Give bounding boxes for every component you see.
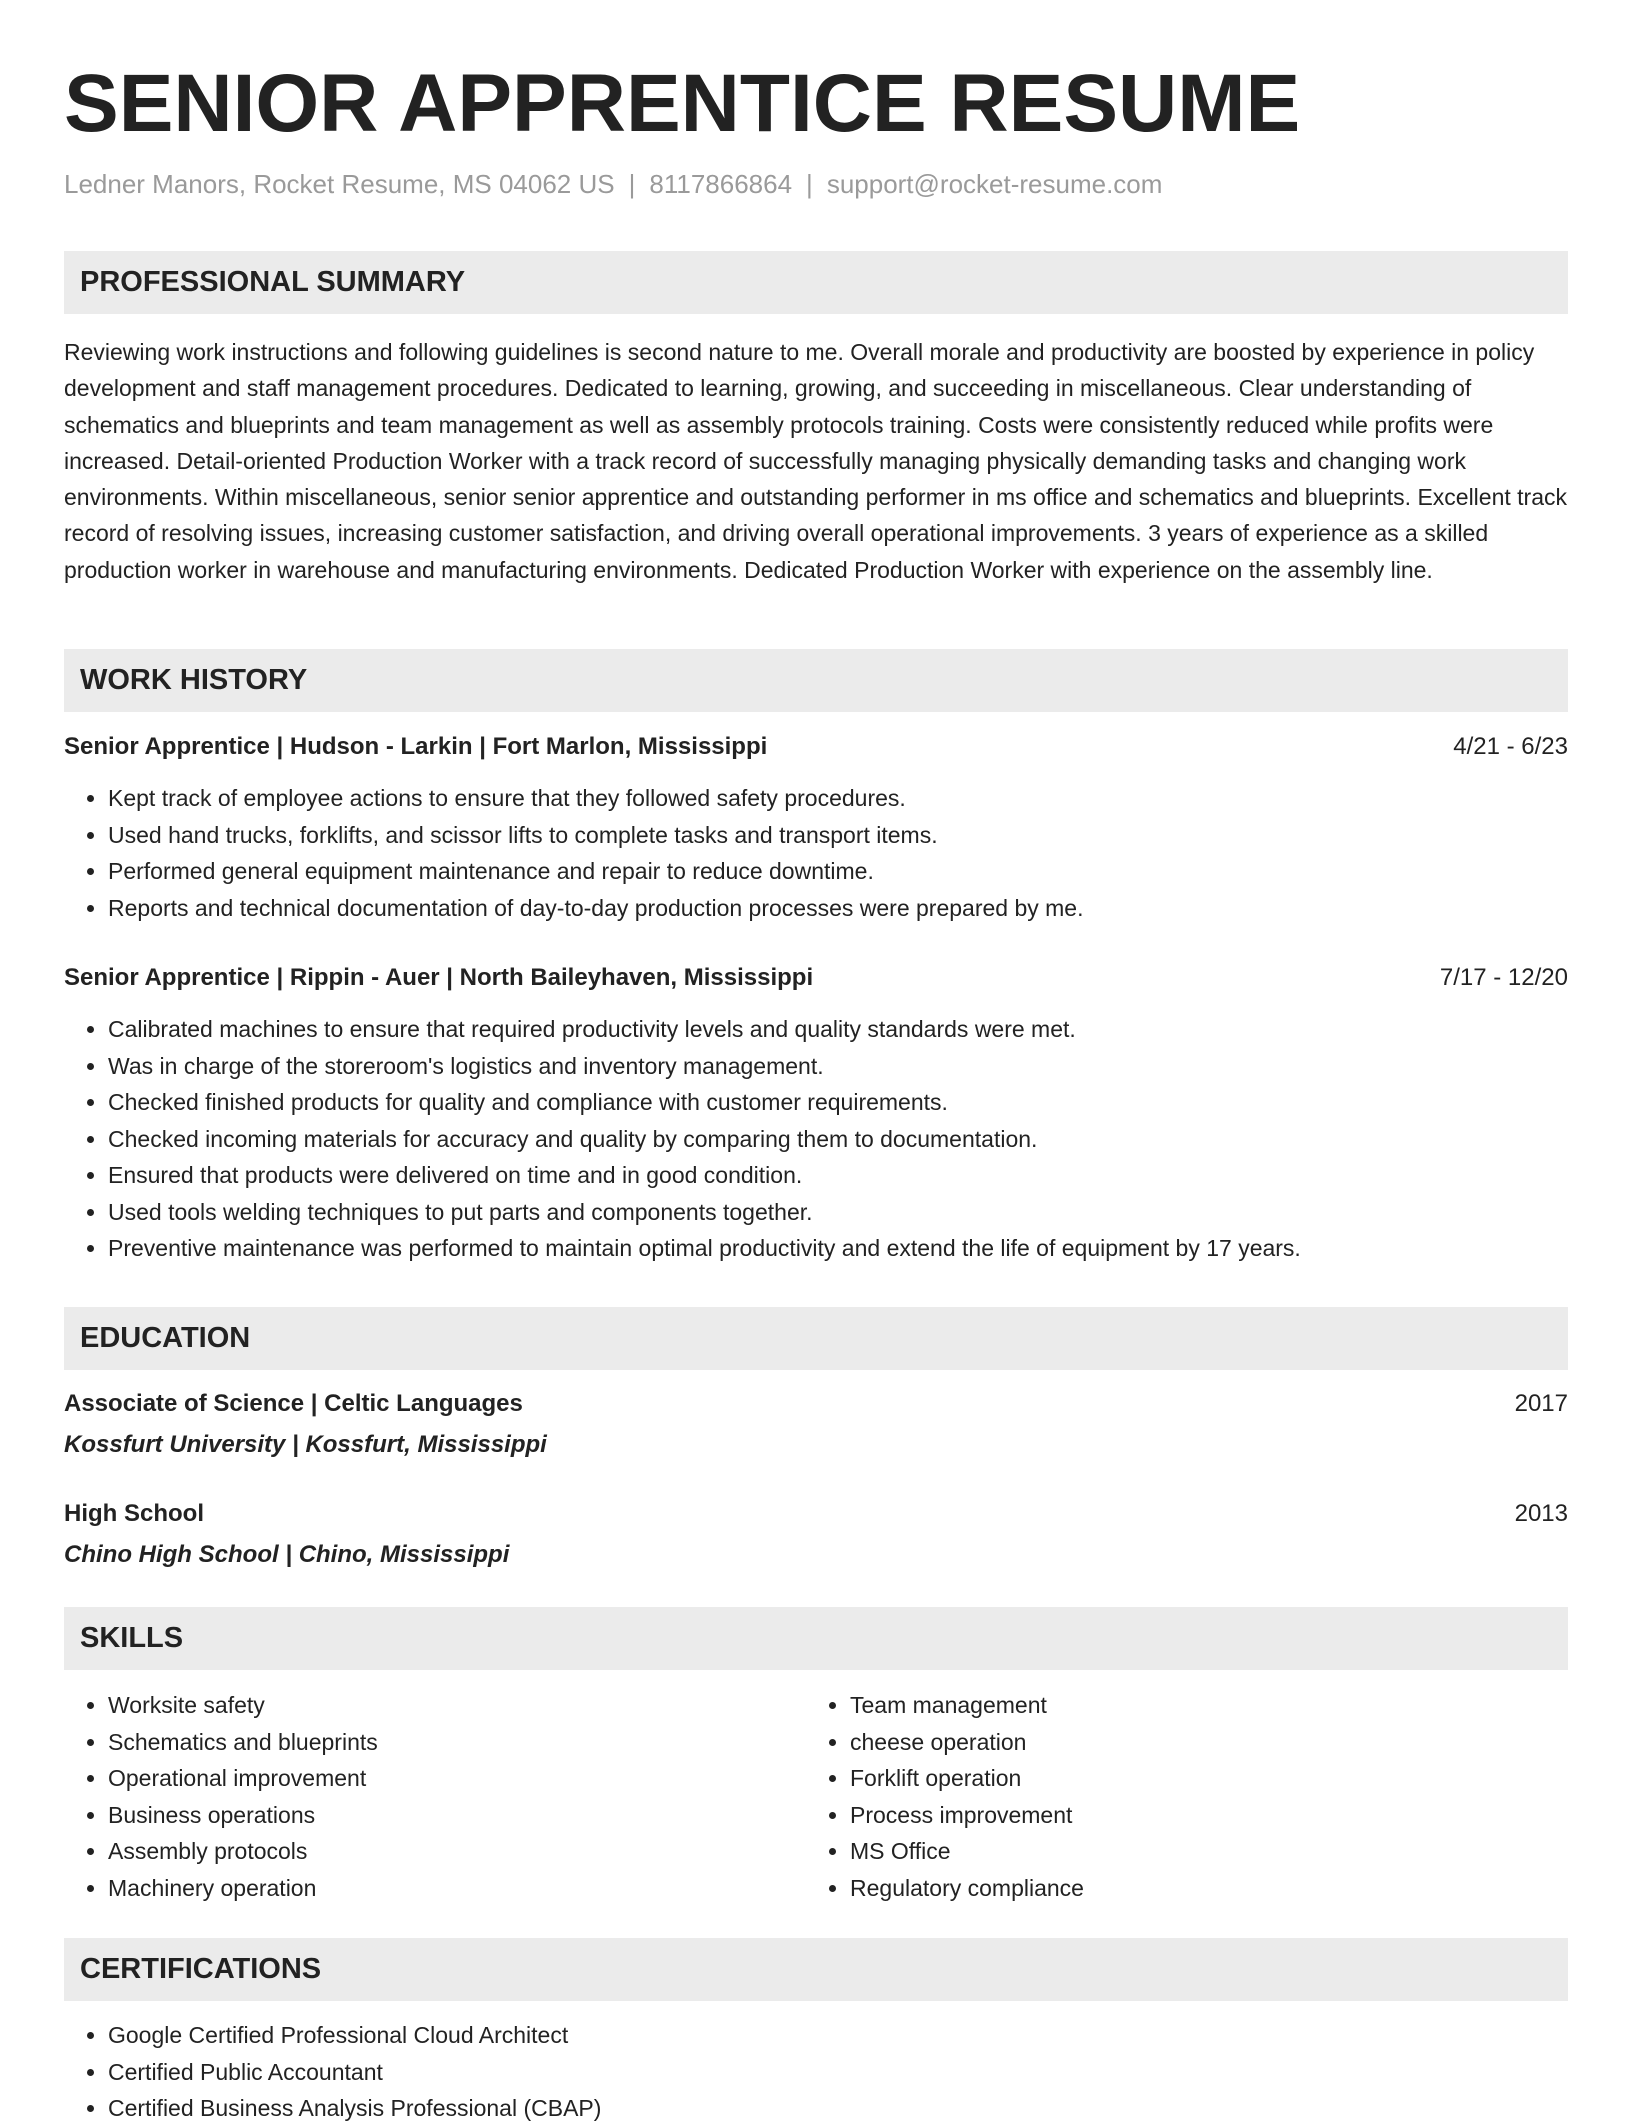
school-name: Chino High School | Chino, Mississippi: [64, 1541, 510, 1568]
list-item: • Checked finished products for quality and compliance with customer requirements.: [108, 1084, 1301, 1121]
skills-list-left: [64, 1687, 378, 1906]
list-item: • Used tools welding techniques to put parts and components together.: [108, 1194, 1301, 1231]
list-item: • Performed general equipment maintenance and repair to reduce downtime.: [108, 853, 1084, 890]
job-dates: 7/17 - 12/20: [1439, 964, 1568, 991]
certifications-list: [64, 2017, 601, 2127]
education-header: [64, 1496, 1568, 1532]
list-item: • Certified Business Analysis Professional (CBAP): [108, 2090, 601, 2127]
list-item: • Reports and technical documentation of day-to-day production processes were prepared by me.: [108, 890, 1084, 927]
contact-separator: |: [806, 169, 813, 199]
contact-separator: |: [628, 169, 636, 199]
contact-email: support@rocket-resume.com: [826, 169, 1163, 199]
list-item: • Assembly protocols: [108, 1833, 378, 1870]
degree: Associate of Science | Celtic Languages: [64, 1390, 523, 1417]
school-name: Kossfurt University | Kossfurt, Mississippi: [64, 1431, 547, 1458]
list-item: • MS Office: [850, 1833, 1084, 1870]
section-header-certifications: CERTIFICATIONS: [64, 1938, 1568, 2001]
job-bullets: [64, 1011, 1301, 1267]
contact-address: Ledner Manors, Rocket Resume, MS 04062 US: [64, 169, 615, 199]
contact-phone: 8117866864: [649, 169, 793, 199]
list-item: • Ensured that products were delivered on time and in good condition.: [108, 1157, 1301, 1194]
list-item: • Google Certified Professional Cloud Architect: [108, 2017, 601, 2054]
education-year: 2013: [1514, 1500, 1568, 1527]
skills-list-right: [806, 1687, 1084, 1906]
section-header-education: EDUCATION: [64, 1307, 1568, 1370]
section-header-summary: PROFESSIONAL SUMMARY: [64, 251, 1568, 314]
degree: High School: [64, 1500, 204, 1527]
list-item: • Used hand trucks, forklifts, and scissor lifts to complete tasks and transport items.: [108, 817, 1084, 854]
resume-title: SENIOR APPRENTICE RESUME: [64, 58, 1301, 149]
education-header: [64, 1386, 1568, 1422]
list-item: • Worksite safety: [108, 1687, 378, 1724]
list-item: • Team management: [850, 1687, 1084, 1724]
education-year: 2017: [1514, 1390, 1568, 1417]
contact-line: [64, 164, 1162, 204]
job-dates: 4/21 - 6/23: [1453, 733, 1568, 760]
list-item: • Preventive maintenance was performed to maintain optimal productivity and extend the life of equipment by 17 years.: [108, 1230, 1301, 1267]
job-bullets: [64, 780, 1084, 926]
section-header-skills: SKILLS: [64, 1607, 1568, 1670]
list-item: • Machinery operation: [108, 1870, 378, 1907]
job-header: [64, 729, 1568, 765]
list-item: • Was in charge of the storeroom's logistics and inventory management.: [108, 1048, 1301, 1085]
section-header-work-history: WORK HISTORY: [64, 649, 1568, 712]
job-header: [64, 960, 1568, 996]
list-item: • Regulatory compliance: [850, 1870, 1084, 1907]
summary-text: Reviewing work instructions and following guidelines is second nature to me. Overall morale and productivity are boosted by experience in policy development and staff management procedures. Dedicated to learning, growing, and succeeding in miscellaneous. Clear understanding of schematics and blueprints and team management as well as assembly protocols training. Costs were consistently reduced while profits were increased. Detail-oriented Production Worker with a track record of successfully managing physically demanding tasks and changing work environments. Within miscellaneous, senior senior apprentice and outstanding performer in ms office and schematics and blueprints. Excellent track record of resolving issues, increasing customer satisfaction, and driving overall operational improvements. 3 years of experience as a skilled production worker in warehouse and manufacturing environments. Dedicated Production Worker with experience on the assembly line.: [64, 339, 1567, 583]
list-item: • Operational improvement: [108, 1760, 378, 1797]
list-item: • Calibrated machines to ensure that required productivity levels and quality standards were met.: [108, 1011, 1301, 1048]
list-item: • Process improvement: [850, 1797, 1084, 1834]
list-item: • Business operations: [108, 1797, 378, 1834]
list-item: • Kept track of employee actions to ensure that they followed safety procedures.: [108, 780, 1084, 817]
list-item: • Schematics and blueprints: [108, 1724, 378, 1761]
job-title: Senior Apprentice | Rippin - Auer | North Baileyhaven, Mississippi: [64, 964, 814, 991]
list-item: • Checked incoming materials for accuracy and quality by comparing them to documentation.: [108, 1121, 1301, 1158]
list-item: • cheese operation: [850, 1724, 1084, 1761]
list-item: • Certified Public Accountant: [108, 2054, 601, 2091]
list-item: • Forklift operation: [850, 1760, 1084, 1797]
job-title: Senior Apprentice | Hudson - Larkin | Fort Marlon, Mississippi: [64, 733, 768, 760]
